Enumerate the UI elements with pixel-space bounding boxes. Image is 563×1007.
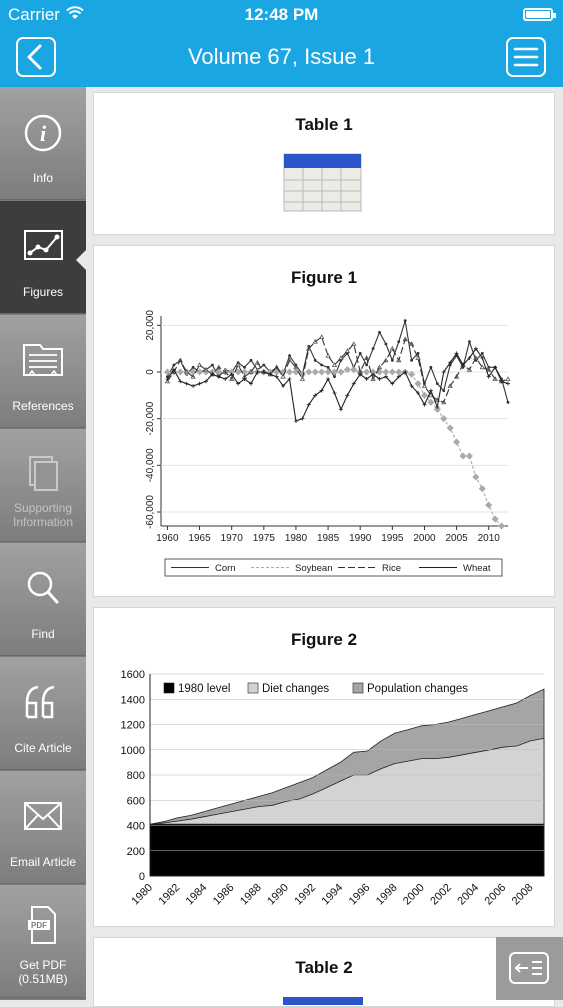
series-corn-point — [410, 359, 413, 362]
series-soybean-point — [305, 368, 312, 375]
battery-icon — [523, 8, 553, 21]
y-tick-label: 400 — [126, 820, 145, 833]
x-tick-label: 1986 — [210, 881, 237, 908]
series-corn-point — [327, 366, 330, 369]
series-wheat-point — [326, 377, 330, 381]
y-tick-label: 1200 — [120, 719, 145, 732]
legend-corn-label: Corn — [215, 563, 236, 574]
x-tick-label: 1985 — [316, 533, 340, 544]
menu-button[interactable] — [506, 37, 546, 77]
series-soybean-point — [382, 368, 389, 375]
x-tick-label: 2005 — [445, 533, 468, 544]
status-bar — [0, 0, 563, 30]
series-soybean-point — [363, 368, 370, 375]
series-corn-point — [359, 352, 362, 355]
series-wheat-point — [506, 382, 510, 386]
series-soybean-point — [447, 424, 454, 431]
sidebar-item-label: Email Article — [9, 855, 77, 869]
sidebar-item-email-article[interactable] — [0, 771, 86, 884]
figure2-chart[interactable] — [94, 608, 554, 926]
x-tick-label: 1990 — [265, 881, 291, 908]
series-soybean-point — [453, 438, 460, 445]
active-item-pointer — [76, 250, 86, 270]
article-content — [86, 87, 563, 1000]
y-tick-label: 1400 — [120, 694, 145, 707]
x-tick-label: 1994 — [319, 881, 346, 908]
series-wheat-point — [429, 389, 433, 393]
sidebar-item-supporting-information[interactable] — [0, 429, 86, 542]
series-corn-point — [211, 364, 214, 367]
sidebar-item-label: Info — [32, 171, 53, 185]
x-tick-label: 1995 — [381, 533, 404, 544]
series-corn-point — [507, 401, 510, 404]
y-tick-label: 1000 — [120, 744, 145, 757]
x-tick-label: 1992 — [292, 881, 319, 908]
x-tick-label: 2006 — [482, 881, 509, 908]
series-soybean-point — [440, 415, 447, 422]
x-tick-label: 2000 — [401, 881, 427, 908]
x-tick-label: 1982 — [156, 881, 183, 908]
status-time: 12:48 PM — [244, 5, 319, 24]
series-soybean-point — [472, 473, 479, 480]
series-rice-point — [326, 354, 330, 358]
sidebar-item-cite-article[interactable] — [0, 657, 86, 770]
x-tick-label: 1960 — [156, 533, 179, 544]
legend-population-changes-label: Population changes — [367, 683, 469, 695]
figure2-card[interactable] — [93, 607, 555, 927]
x-tick-label: 2000 — [413, 533, 436, 544]
svg-text:i: i — [39, 121, 47, 146]
legend-1980-level-label: 1980 level — [178, 683, 231, 695]
table-thumbnail-icon[interactable] — [283, 997, 363, 1005]
series-wheat-line — [167, 349, 508, 421]
series-soybean-point — [389, 368, 396, 375]
series-soybean-point — [466, 452, 473, 459]
sidebar-item-label: Supporting — [13, 501, 73, 515]
series-soybean-point — [459, 452, 466, 459]
series-wheat-point — [191, 384, 195, 388]
series-wheat-point — [198, 382, 202, 386]
series-soybean-point — [312, 368, 319, 375]
legend-population-changes-swatch — [353, 683, 363, 693]
x-tick-label: 1984 — [183, 881, 210, 908]
references-icon — [0, 337, 86, 381]
series-soybean-point — [318, 368, 325, 375]
series-soybean-point — [421, 392, 428, 399]
x-tick-label: 2010 — [477, 533, 500, 544]
sidebar-item-info[interactable] — [0, 87, 86, 200]
y-tick-label: 20,000 — [145, 310, 156, 341]
series-rice-point — [506, 377, 510, 381]
figure1-card[interactable] — [93, 245, 555, 597]
sidebar-item-find[interactable] — [0, 543, 86, 656]
collapse-arrow-icon — [496, 937, 563, 1000]
sidebar-item-label: Find — [31, 627, 55, 641]
series-wheat-point — [185, 382, 189, 386]
figure1-chart[interactable] — [94, 246, 554, 596]
x-tick-label: 1988 — [238, 881, 264, 908]
page-title: Volume 67, Issue 1 — [187, 44, 376, 69]
series-corn-point — [314, 359, 317, 362]
series-rice-point — [300, 377, 304, 381]
y-tick-label: 0 — [145, 369, 156, 375]
series-corn-point — [429, 366, 432, 369]
x-tick-label: 1990 — [349, 533, 372, 544]
series-corn-point — [391, 359, 394, 362]
x-tick-label: 2004 — [455, 881, 482, 908]
x-tick-label: 1980 — [284, 533, 308, 544]
table1-title: Table 1 — [295, 115, 353, 134]
series-soybean-point — [337, 368, 344, 375]
sidebar-item-label: Cite Article — [14, 741, 72, 755]
sidebar-item-label: Get PDF — [19, 958, 67, 972]
series-corn-point — [436, 382, 439, 385]
figure1-title: Figure 1 — [290, 268, 358, 287]
series-rice-point — [352, 342, 356, 346]
series-soybean-point — [479, 485, 486, 492]
carrier-label: Carrier — [8, 5, 60, 24]
y-tick-label: -60,000 — [145, 495, 156, 529]
sidebar-item-label: References — [12, 399, 74, 413]
sidebar-item-figures[interactable] — [0, 201, 86, 314]
y-tick-label: 600 — [126, 795, 145, 808]
collapse-sidebar-button[interactable] — [496, 937, 563, 1000]
x-tick-label: 2002 — [428, 881, 455, 908]
sidebar — [0, 87, 86, 1000]
y-tick-label: 1600 — [120, 669, 145, 681]
x-tick-label: 1980 — [129, 881, 156, 908]
series-corn-point — [417, 352, 420, 355]
series-rice-point — [416, 356, 420, 360]
sidebar-item-references[interactable] — [0, 315, 86, 428]
series-corn-point — [468, 340, 471, 343]
search-icon — [0, 565, 86, 609]
y-tick-label: 800 — [126, 770, 145, 782]
series-corn-point — [172, 364, 175, 367]
legend-soybean-label: Soybean — [295, 563, 333, 574]
series-corn-point — [365, 364, 368, 367]
legend-wheat-label: Wheat — [463, 563, 491, 574]
table-thumbnail-icon[interactable] — [283, 153, 363, 213]
quote-icon — [0, 679, 86, 723]
table1-card[interactable] — [93, 92, 555, 235]
svg-text:PDF: PDF — [31, 921, 47, 930]
sidebar-item-label-line2: Information — [12, 515, 74, 529]
series-soybean-point — [485, 501, 492, 508]
series-soybean-point — [177, 368, 184, 375]
documents-icon — [0, 451, 86, 495]
series-corn-point — [404, 319, 407, 322]
x-tick-label: 1975 — [252, 533, 275, 544]
y-tick-label: -40,000 — [145, 448, 156, 483]
series-rice-point — [281, 375, 285, 379]
series-corn-point — [442, 389, 445, 392]
table2-card[interactable] — [93, 937, 555, 1007]
series-corn-point — [243, 366, 246, 369]
series-soybean-point — [286, 368, 293, 375]
sidebar-item-label-line2: (0.51MB) — [18, 972, 68, 986]
figure2-title: Figure 2 — [290, 630, 358, 649]
series-rice-point — [320, 335, 324, 339]
pdf-icon — [0, 903, 86, 947]
series-wheat-point — [333, 391, 337, 395]
series-soybean-point — [325, 368, 332, 375]
series-corn-point — [320, 364, 323, 367]
y-tick-label: -20,000 — [145, 401, 156, 436]
series-corn-point — [333, 375, 336, 378]
series-corn-point — [288, 354, 291, 357]
x-tick-label: 1970 — [220, 533, 243, 544]
x-tick-label: 1996 — [346, 881, 373, 908]
y-tick-label: 200 — [126, 845, 145, 858]
info-icon — [0, 109, 86, 153]
series-soybean-point — [415, 380, 422, 387]
table2-title: Table 2 — [295, 958, 353, 977]
series-wheat-point — [300, 417, 304, 421]
y-tick-label: 0 — [138, 871, 145, 883]
legend-diet-changes-swatch — [248, 683, 258, 693]
figures-icon — [0, 223, 86, 267]
series-corn-point — [192, 366, 195, 369]
legend-rice-label: Rice — [382, 563, 402, 574]
series-corn-point — [481, 352, 484, 355]
series-corn-point — [250, 359, 253, 362]
series-wheat-point — [339, 407, 343, 411]
series-wheat-point — [294, 419, 298, 423]
series-wheat-point — [178, 379, 182, 383]
hamburger-menu-icon — [508, 39, 544, 75]
x-tick-label: 2008 — [509, 881, 536, 908]
x-tick-label: 1965 — [188, 533, 211, 544]
series-corn-point — [378, 331, 381, 334]
series-corn-point — [385, 343, 388, 346]
legend-1980-level-swatch — [164, 683, 174, 693]
envelope-icon — [0, 793, 86, 837]
sidebar-item-label: Figures — [22, 285, 63, 299]
navigation-bar — [0, 30, 563, 87]
series-corn-point — [262, 364, 265, 367]
sidebar-item-get-pdf[interactable] — [0, 885, 86, 998]
series-corn-point — [372, 347, 375, 350]
x-tick-label: 1998 — [373, 881, 400, 908]
legend-diet-changes-label: Diet changes — [262, 683, 330, 695]
series-corn-point — [397, 340, 400, 343]
series-soybean-point — [498, 522, 505, 529]
series-wheat-point — [422, 403, 426, 407]
series-1980-level-area — [150, 824, 544, 876]
series-rice-point — [198, 363, 202, 367]
